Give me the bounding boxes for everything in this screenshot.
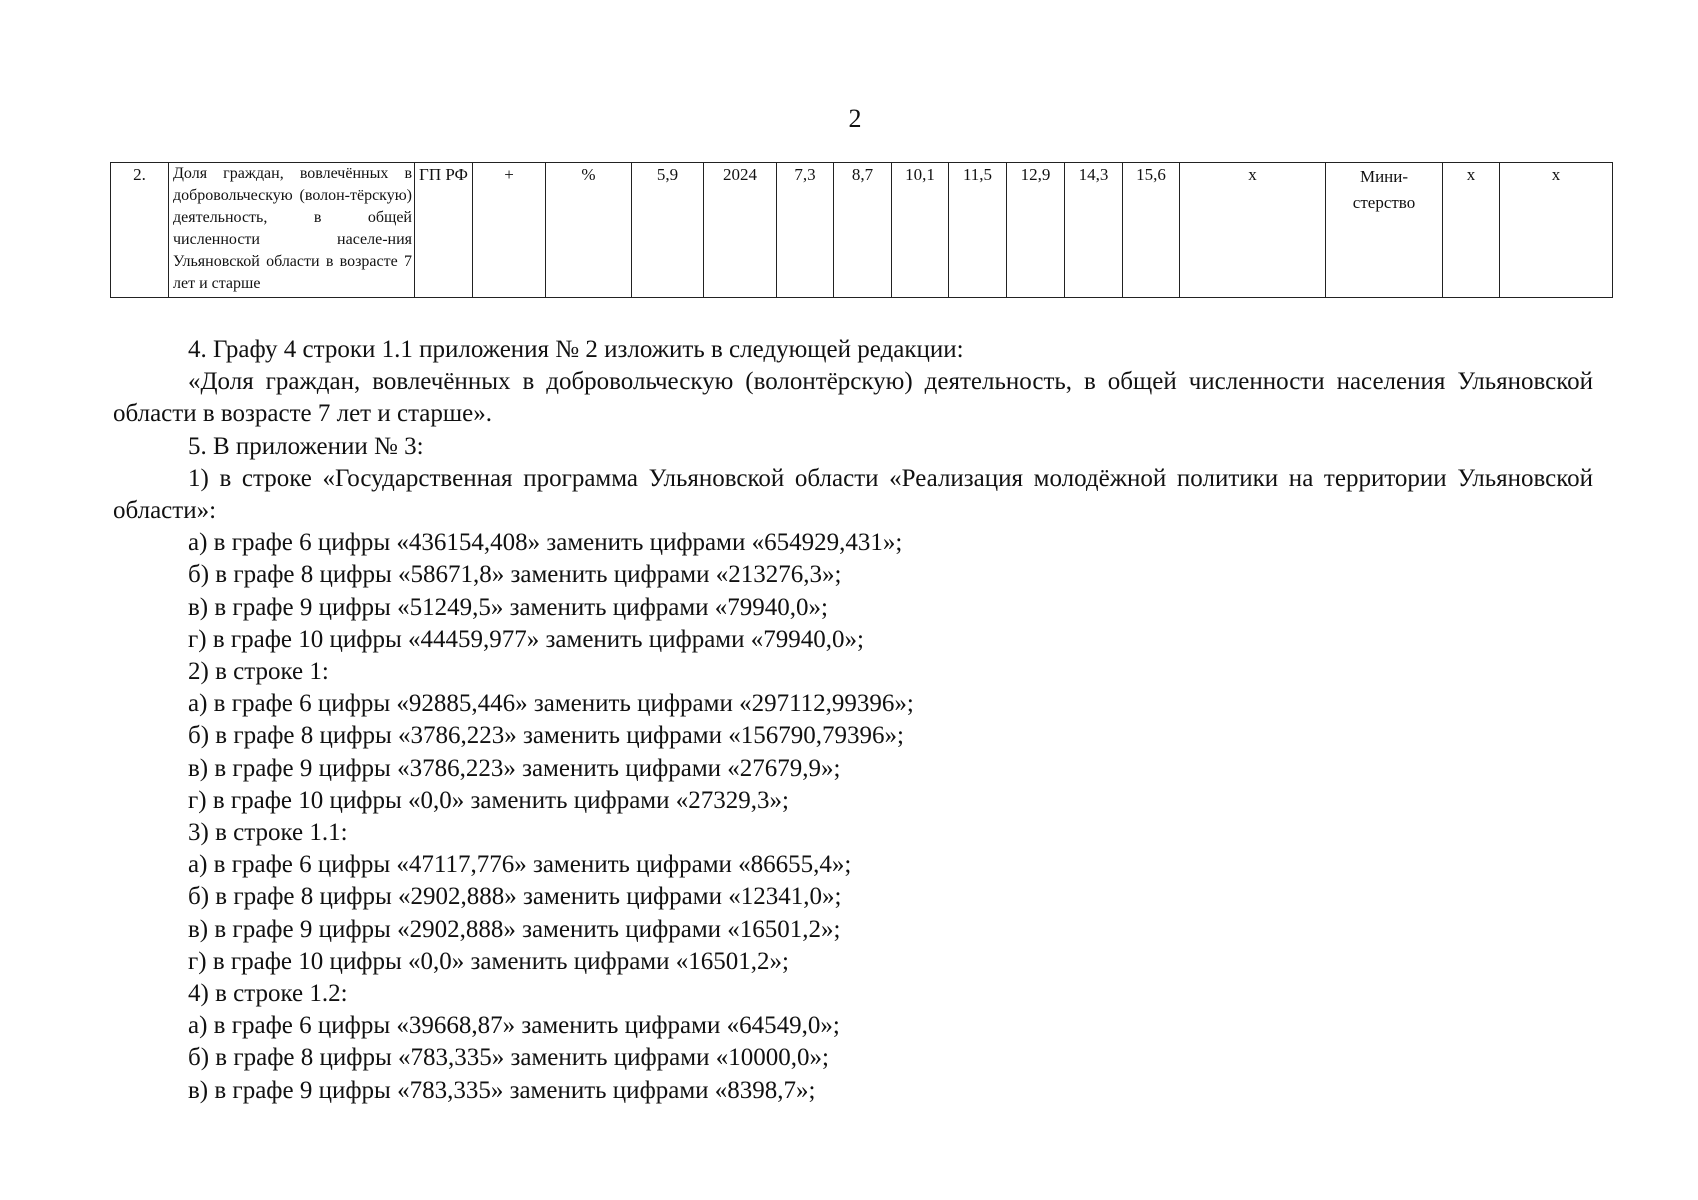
paragraph: 4) в строке 1.2: bbox=[188, 980, 348, 1008]
document-body bbox=[113, 334, 1593, 1107]
indicator-name-cell: Доля граждан, вовлечённых в добровольческую (волон-тёрскую) деятельность, в общей численности населе-ния Ульяновской области в возрасте 7 лет и старше bbox=[169, 163, 415, 298]
unit-cell: % bbox=[546, 163, 632, 298]
value-cell-4: 11,5 bbox=[949, 163, 1007, 298]
paragraph: в) в графе 9 цифры «783,335» заменить цифрами «8398,7»; bbox=[188, 1076, 816, 1104]
responsible-cell: Мини-стерство bbox=[1326, 163, 1443, 298]
value-cell-1: 7,3 bbox=[777, 163, 834, 298]
paragraph: 5. В приложении № 3: bbox=[188, 432, 424, 460]
row-number-cell: 2. bbox=[111, 163, 169, 298]
page-number: 2 bbox=[848, 104, 862, 133]
paragraph: а) в графе 6 цифры «39668,87» заменить цифрами «64549,0»; bbox=[188, 1012, 840, 1040]
paragraph: б) в графе 8 цифры «58671,8» заменить цифрами «213276,3»; bbox=[188, 561, 842, 589]
paragraph: в) в графе 9 цифры «3786,223» заменить цифрами «27679,9»; bbox=[188, 754, 841, 782]
paragraph: г) в графе 10 цифры «0,0» заменить цифрами «16501,2»; bbox=[188, 947, 789, 975]
paragraph: а) в графе 6 цифры «436154,408» заменить цифрами «654929,431»; bbox=[188, 529, 903, 557]
paragraph: в) в графе 9 цифры «2902,888» заменить цифрами «16501,2»; bbox=[188, 915, 841, 943]
base-value-cell: 5,9 bbox=[632, 163, 704, 298]
paragraph: б) в графе 8 цифры «783,335» заменить цифрами «10000,0»; bbox=[188, 1044, 829, 1072]
paragraph: г) в графе 10 цифры «0,0» заменить цифрами «27329,3»; bbox=[188, 786, 789, 814]
paragraph: 4. Графу 4 строки 1.1 приложения № 2 изложить в следующей редакции: bbox=[188, 336, 964, 363]
paragraph: а) в графе 6 цифры «92885,446» заменить цифрами «297112,99396»; bbox=[188, 690, 914, 718]
paragraph: б) в графе 8 цифры «2902,888» заменить цифрами «12341,0»; bbox=[188, 883, 842, 911]
paragraph: 1) в строке «Государственная программа Ульяновской области «Реализация молодёжной политики на территории Ульяновской области»: bbox=[113, 464, 1593, 525]
paragraph: 3) в строке 1.1: bbox=[188, 819, 348, 847]
base-year-cell: 2024 bbox=[704, 163, 777, 298]
value-cell-5: 12,9 bbox=[1007, 163, 1065, 298]
x-cell-2: х bbox=[1443, 163, 1500, 298]
paragraph: а) в графе 6 цифры «47117,776» заменить цифрами «86655,4»; bbox=[188, 851, 852, 879]
x-cell-3: х bbox=[1500, 163, 1613, 298]
paragraph: 2) в строке 1: bbox=[188, 658, 329, 686]
table-row bbox=[111, 163, 1613, 298]
value-cell-7: 15,6 bbox=[1123, 163, 1180, 298]
paragraph: «Доля граждан, вовлечённых в добровольческую (волонтёрскую) деятельность, в общей численности населения Ульяновской области в возрасте 7 лет и старше». bbox=[113, 368, 1593, 428]
paragraph: г) в графе 10 цифры «44459,977» заменить цифрами «79940,0»; bbox=[188, 625, 864, 653]
indicator-table bbox=[110, 162, 1613, 298]
value-cell-6: 14,3 bbox=[1065, 163, 1123, 298]
paragraph: б) в графе 8 цифры «3786,223» заменить цифрами «156790,79396»; bbox=[188, 722, 904, 750]
paragraph: в) в графе 9 цифры «51249,5» заменить цифрами «79940,0»; bbox=[188, 593, 829, 621]
indicator-type-cell: ГП РФ bbox=[415, 163, 473, 298]
x-cell-1: х bbox=[1180, 163, 1326, 298]
indicator-sign-cell: + bbox=[473, 163, 546, 298]
value-cell-2: 8,7 bbox=[834, 163, 892, 298]
value-cell-3: 10,1 bbox=[892, 163, 949, 298]
